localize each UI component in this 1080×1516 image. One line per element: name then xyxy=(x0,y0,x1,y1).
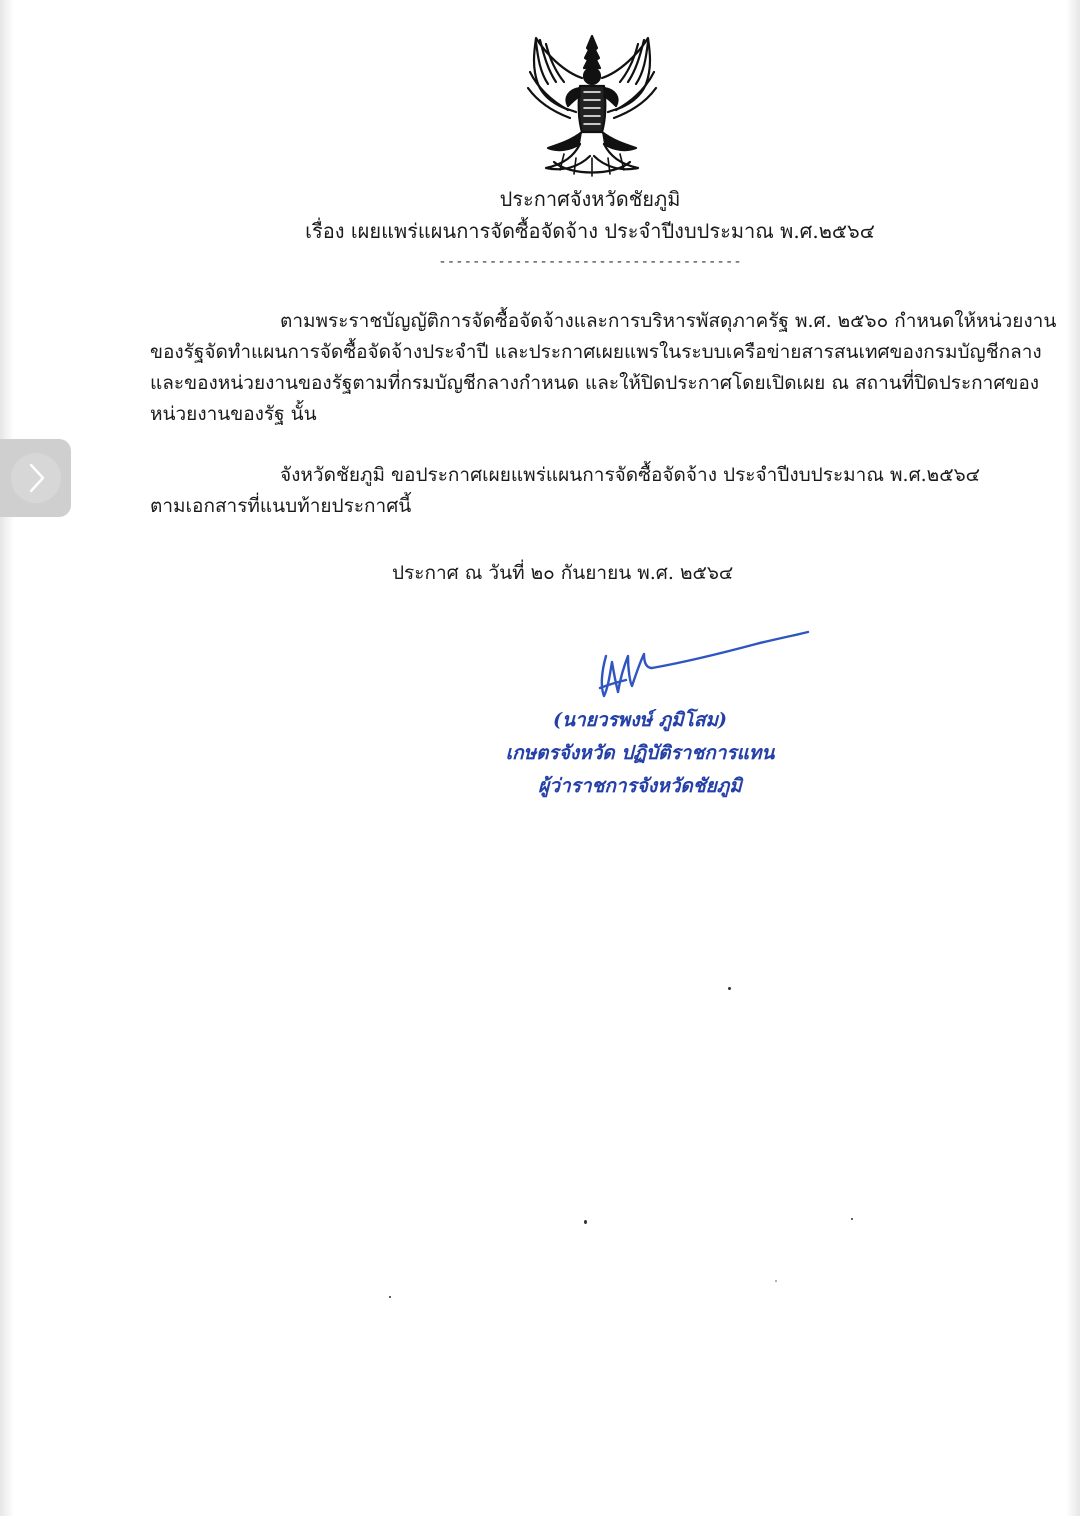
paragraph-line: หน่วยงานของรัฐ นั้น xyxy=(150,403,317,425)
signer-name: (นายวรพงษ์ ภูมิโสม) xyxy=(553,709,727,731)
paragraph-line: จังหวัดชัยภูมิ ขอประกาศเผยแพร่แผนการจัดซื้อจัดจ้าง ประจำปีงบประมาณ พ.ศ.๒๕๖๔ xyxy=(280,464,981,486)
announcement-title: ประกาศจังหวัดชัยภูมิ xyxy=(499,187,681,211)
handwritten-signature xyxy=(596,626,812,702)
scan-speck xyxy=(389,1296,391,1298)
garuda-emblem-icon xyxy=(524,32,660,178)
announcement-date: ประกาศ ณ วันที่ ๒๐ กันยายน พ.ศ. ๒๕๖๔ xyxy=(392,562,734,584)
next-button-circle xyxy=(11,453,61,503)
paragraph-line: และของหน่วยงานของรัฐตามที่กรมบัญชีกลางกำหนด และให้ปิดประกาศโดยเปิดเผย ณ สถานที่ปิดประกาศของ xyxy=(150,372,1040,394)
signer-position: เกษตรจังหวัด ปฏิบัติราชการแทน xyxy=(505,742,775,764)
paragraph-line: ตามพระราชบัญญัติการจัดซื้อจัดจ้างและการบริหารพัสดุภาครัฐ พ.ศ. ๒๕๖๐ กำหนดให้หน่วยงาน xyxy=(280,310,1057,332)
page-edge-right xyxy=(1066,0,1080,1516)
heading-separator: ------------------------------------ xyxy=(438,254,742,270)
paragraph-line: ตามเอกสารที่แนบท้ายประกาศนี้ xyxy=(150,495,412,517)
paragraph-line: ของรัฐจัดทำแผนการจัดซื้อจัดจ้างประจำปี และประกาศเผยแพรในระบบเครือข่ายสารสนเทศของกรมบัญชีกลาง xyxy=(150,341,1042,363)
scan-speck xyxy=(728,987,731,990)
chevron-right-icon xyxy=(23,461,49,495)
signer-position-2: ผู้ว่าราชการจังหวัดชัยภูมิ xyxy=(538,775,742,797)
page-edge-left xyxy=(0,0,14,1516)
scan-speck xyxy=(851,1218,853,1220)
next-page-button[interactable] xyxy=(0,439,71,517)
body-paragraph-2 xyxy=(150,460,1016,522)
scan-speck xyxy=(775,1280,777,1282)
announcement-heading xyxy=(250,184,930,272)
announcement-subject: เรื่อง เผยแพร่แผนการจัดซื้อจัดจ้าง ประจำปีงบประมาณ พ.ศ.๒๕๖๔ xyxy=(305,219,875,243)
signer-block xyxy=(500,704,780,803)
body-paragraph-1 xyxy=(150,306,1057,430)
scan-speck xyxy=(584,1220,587,1224)
